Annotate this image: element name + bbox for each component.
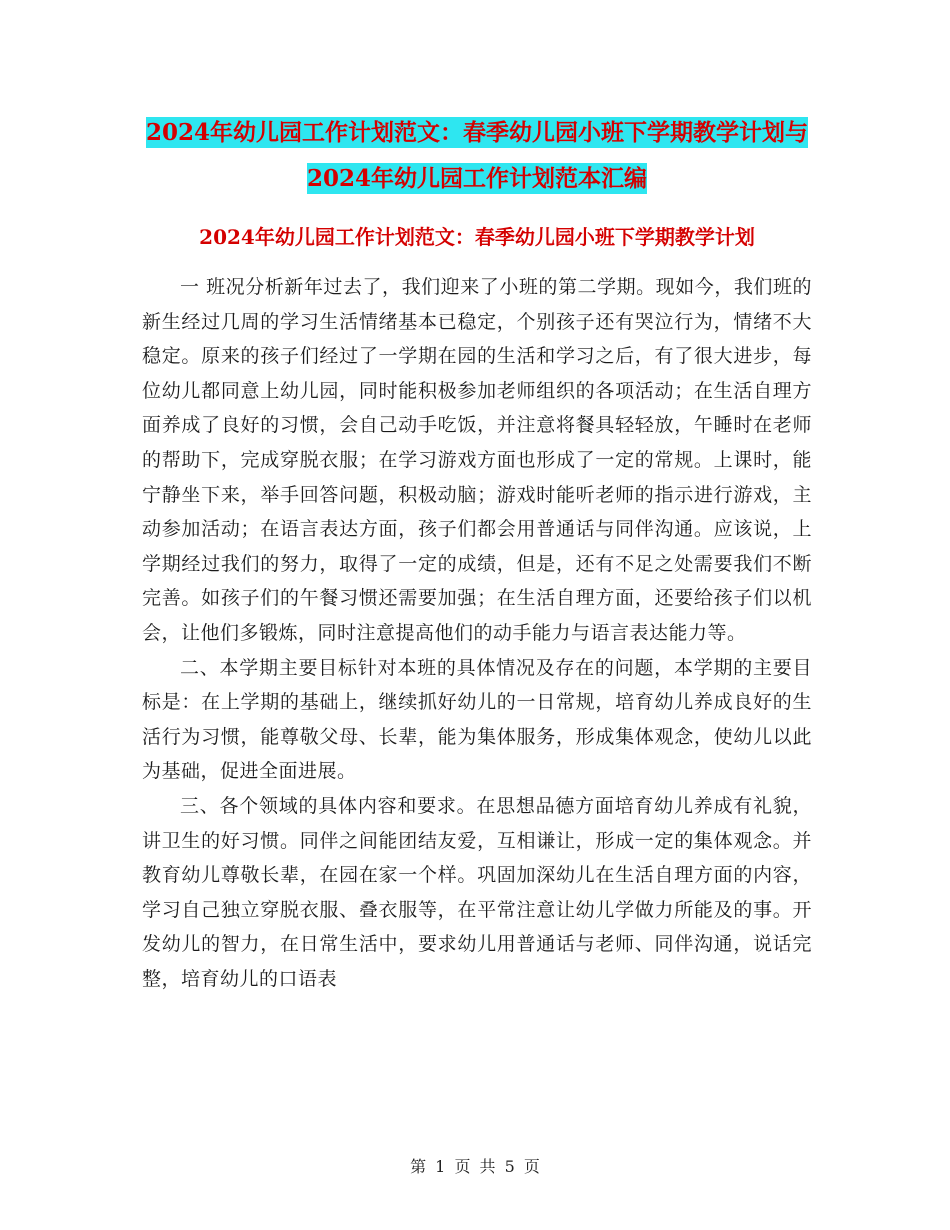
section-title: 2024年幼儿园工作计划范文：春季幼儿园小班下学期教学计划 [199, 225, 755, 249]
page-footer: 第 1 页 共 5 页 [410, 1157, 540, 1176]
paragraph-main-goals: 二、本学期主要目标针对本班的具体情况及存在的问题，本学期的主要目标是：在上学期的基础上，继续抓好幼儿的一日常规，培育幼儿养成良好的生活行为习惯，能尊敬父母、长辈，能为集体服务，形成集体观念，使幼儿以此为基础，促进全面进展。 [142, 656, 812, 783]
document-main-title [142, 110, 812, 202]
paragraph-situation-analysis: 一 班况分析新年过去了，我们迎来了小班的第二学期。现如今，我们班的新生经过几周的学习生活情绪基本已稳定，个别孩子还有哭泣行为，情绪不大稳定。原来的孩子们经过了一学期在园的生活和学习之后，有了很大进步，每位幼儿都同意上幼儿园，同时能积极参加老师组织的各项活动；在生活自理方面养成了良好的习惯，会自己动手吃饭，并注意将餐具轻轻放，午睡时在老师的帮助下，完成穿脱衣服；在学习游戏方面也形成了一定的常规。上课时，能宁静坐下来，举手回答问题，积极动脑；游戏时能听老师的指示进行游戏，主动参加活动；在语言表达方面，孩子们都会用普通话与同伴沟通。应该说，上学期经过我们的努力，取得了一定的成绩，但是，还有不足之处需要我们不断完善。如孩子们的午餐习惯还需要加强；在生活自理方面，还要给孩子们以机会，让他们多锻炼，同时注意提高他们的动手能力与语言表达能力等。 [142, 276, 812, 644]
main-title-text: 2024年幼儿园工作计划范文：春季幼儿园小班下学期教学计划与2024年幼儿园工作计划范本汇编 [145, 119, 808, 192]
paragraph-domain-content: 三、各个领域的具体内容和要求。在思想品德方面培育幼儿养成有礼貌，讲卫生的好习惯。同伴之间能团结友爱，互相谦让，形成一定的集体观念。并教育幼儿尊敬长辈，在园在家一个样。巩固加深幼儿在生活自理方面的内容，学习自己独立穿脱衣服、叠衣服等，在平常注意让幼儿学做力所能及的事。开发幼儿的智力，在日常生活中，要求幼儿用普通话与老师、同伴沟通，说话完整，培育幼儿的口语表 [142, 794, 812, 990]
body-text [142, 270, 812, 996]
